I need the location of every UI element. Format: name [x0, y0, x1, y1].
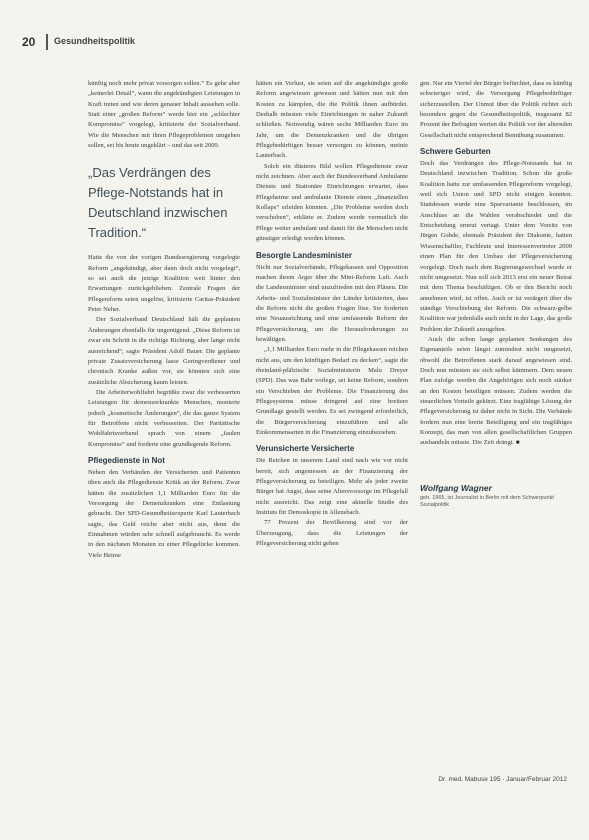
paragraph: Solch ein düsteres Bild wollen Pflegedienste zwar nicht zeichnen. Aber auch der Bundesverband Ambulante Dienste und Stationäre Einrichtungen erwartet, dass Pflegeheime und ambulante Dienste einen „finanziellen Kollaps“ erleiden könnten. „Die Probleme werden doch verschoben“, erklärte er. Zudem werde vermutlich die Pflege weiter ambulant und damit für die Menschen nicht günstiger erledigt werden können.	[256, 162, 408, 243]
subheading-landesminister: Besorgte Landesminister	[256, 250, 353, 260]
paragraph: gen. Nur ein Viertel der Bürger befürchtet, dass es künftig schwieriger wird, die Versorgung Pflegebedürftiger sicherzustellen. Der Unmut über die Politik richtet sich besonders gegen die Gesundheitspolitik, insgesamt 82 Prozent der Befragten werten die Politik vor der alternden Gesellschaft nicht entsprechend Bemühung zusammen.	[420, 80, 572, 139]
page-header	[22, 34, 570, 52]
author-bio: geb. 1965, ist Journalist in Berlin mit dem Schwerpunkt Sozialpolitik	[420, 494, 554, 509]
paragraph: künftig noch mehr privat vorsorgen sollen.“ Es gehe aber „keinerlei Detail“, wann die angekündigten Leistungen in Kraft treten und wie deren genauer Inhalt aussehen solle. Statt einer „großen Reform“ werde hier ein „schlechter Kompromiss“ vorgelegt, kritisierte der Sozialverband. Wie die Menschen mit ihren Pflegeproblemen umgehen sollen, sei bis heute ungeklärt – und das seit 2009.	[88, 80, 240, 150]
subheading-geburten: Schwere Geburten	[420, 147, 491, 157]
paragraph: Die Reichen in unserem Land sind nach wie vor nicht bereit, sich angemessen an der Finanzierung der Pflegeversicherung zu beteiligen. Mehr als jeder zweite Bürger hat Angst, dass seine Altersvorsorge im Pflegefall nicht ausreicht. Das zeigt eine aktuelle Studie des Instituts für Demoskopie in Allensbach.	[256, 457, 408, 517]
paragraph: Hatte die von der vorigen Bundesregierung vorgelegte Reform „angekündigt, aber dann doch nicht vorgelegt“, so sei auch die jetzige Koalition weit hinter den Erwartungen zurückgeblieben. Zentrale Fragen der Pflegereform seien ungelöst, kritisierte Caritas-Präsident Peter Neher.	[88, 254, 240, 314]
section-title: Gesundheitspolitik	[54, 36, 136, 46]
paragraph: hätten ein Verlust, sie seien auf die angekündigte große Reform angewiesen gewesen und hätten nun mit den Kosten zu kämpfen, die die Politik ihnen aufbürdet. Deshalb müssten viele Einrichtungen in naher Zukunft schließen. Notwendig wären sechs Milliarden Euro im Jahr, um die Demenzkranken und die übrigen Pflegebedürftigen besser versorgen zu können, meinte Lauterbach.	[256, 80, 408, 160]
pull-quote: „Das Verdrängen des Pflege-Notstands hat in Deutschland inzwischen Tradition.“	[88, 165, 228, 241]
article-column-1	[88, 79, 240, 561]
paragraph-text: Auch die schon lange geplanten Senkungen des Eigenanteils seien längst zumindest nicht umgesetzt, obwohl die Betroffenen stark darauf angewiesen sind. Doch nun müssten sie sich selbst kümmern. Dem neuen Plan zufolge werden die Angehörigen sich noch stärker an den Kosten beteiligen müssen. Zudem werden die steuerlichen Vorteile gekürzt. Eine tragfähige Lösung der Pflegeversicherung ist daher nicht in Sicht. Die Verbände fordern nun eine breite Beteiligung und ein tragfähiges Konzept, das man von allen gesellschaftlichen Gruppen aushandeln müsste. Die Zeit drängt.	[420, 335, 572, 447]
header-divider	[46, 34, 48, 50]
page-number: 20	[22, 35, 36, 49]
subheading-pflegedienste: Pflegedienste in Not	[88, 455, 165, 465]
paragraph: Nicht nur Sozialverbände, Pflegekassen und Opposition machen ihrem Ärger über die Mini-Reform Luft. Auch die Landesminister sind unzufrieden mit den Plänen. Die Arbeits- und Sozialminister der Länder kritisierten, dass die Reform nicht die großen Fragen löse. Sie forderten eine Neuausrichtung und eine umfassende Reform der Pflegeversicherung, um die Herausforderungen zu bewältigen.	[256, 263, 408, 343]
paragraph: Neben den Verbänden der Versicherten und Patienten üben auch die Pflegedienste Kritik an der Reform. Zwar hätten die zusätzlichen 1,1 Milliarden Euro für die Versorgung der Demenzkranken eine Entlastung gebracht. Der SPD-Gesundheitsexperte Karl Lauterbach sagte, das Geld reiche aber nicht aus, denn die Einnahmen würden sehr schnell aufgebraucht. Es werde in den nächsten Monaten zu einer Pflegelücke kommen. Viele Heime	[88, 468, 240, 559]
paragraph: Der Sozialverband Deutschland hält die geplanten Änderungen ebenfalls für ungenügend. „Diese Reform ist zwar ein Schritt in die richtige Richtung, aber lange nicht ausreichend“, sagte Präsident Adolf Bauer. Die geplante private Zusatzversicherung lasse Geringverdiener und chronisch Kranke außen vor, sie könnten sich eine zusätzliche Absicherung kaum leisten.	[88, 316, 240, 386]
page-footer: Dr. med. Mabuse 195 · Januar/Februar 2012	[438, 776, 567, 783]
author-name: Wolfgang Wagner	[420, 482, 492, 493]
article-column-2	[256, 79, 408, 549]
paragraph: 77 Prozent der Bevölkerung sind vor der Überzeugung, dass die Leistungen der Pflegeversicherung nicht gehen	[256, 519, 408, 548]
paragraph	[420, 335, 572, 449]
subheading-versicherte: Verunsicherte Versicherte	[256, 444, 355, 454]
paragraph: „1,1 Milliarden Euro mehr in die Pflegekassen reichen nicht aus, um den künftigen Bedarf zu decken“, sagte die rheinland-pfälzische Sozialministerin Malu Dreyer (SPD). Das was Bahr vorlege, sei keine Reform, sondern ein Verschieben der Probleme. Die Finanzierung des Pflegesystems müsse dringend auf eine breitere Grundlage gestellt werden. Es sei zwingend erforderlich, die Bürgerversicherung einzuführen und alle Einkommensarten in die Finanzierung einzubeziehen.	[256, 346, 408, 436]
end-mark: ■	[515, 440, 520, 447]
article-column-3	[420, 79, 572, 510]
paragraph: Doch das Verdrängen des Pflege-Notstands hat in Deutschland inzwischen Tradition. Schon die große Koalition hatte zur umfassenden Pflegereform vorgelegt, weil sich Union und SPD nicht einigen konnten. Stattdessen wurde eine Sparvariante beschlossen, im Anschluss an die Wahlen verabschiedet und die Entscheidung erneut vertagt. Unter dem Vorsitz von Jürgen Gohde, ehemals Präsident der Diakonie, hatten Wissenschaftler, Fachleute und Interessenvertreter 2009 einen Plan für den Umbau der Pflegeversicherung vorgelegt. Doch nach dem Regierungswechsel wurde er nicht umgesetzt. Nun soll sich 2013 erst ein neuer Beirat mit dem Thema beschäftigen. Ob er den Bericht noch annehmen wird, ist offen. Auch er ist verärgert über die ständige Verschiebung der Reform. Die schwarz-gelbe Koalition war jedenfalls auch nicht in der Lage, das große Problem der Zukunft anzugehen.	[420, 160, 572, 333]
paragraph: Die Arbeiterwohlfahrt begrüßte zwar die verbesserten Leistungen für demenzerkrankte Menschen, monierte jedoch „kosmetische Änderungen“, die das ganze System für Betroffene nicht verbesserten. Der Paritätische Wohlfahrtsverband sprach von einem „faulen Kompromiss“ und forderte eine grundlegende Reform.	[88, 388, 240, 448]
author-box	[420, 483, 572, 510]
